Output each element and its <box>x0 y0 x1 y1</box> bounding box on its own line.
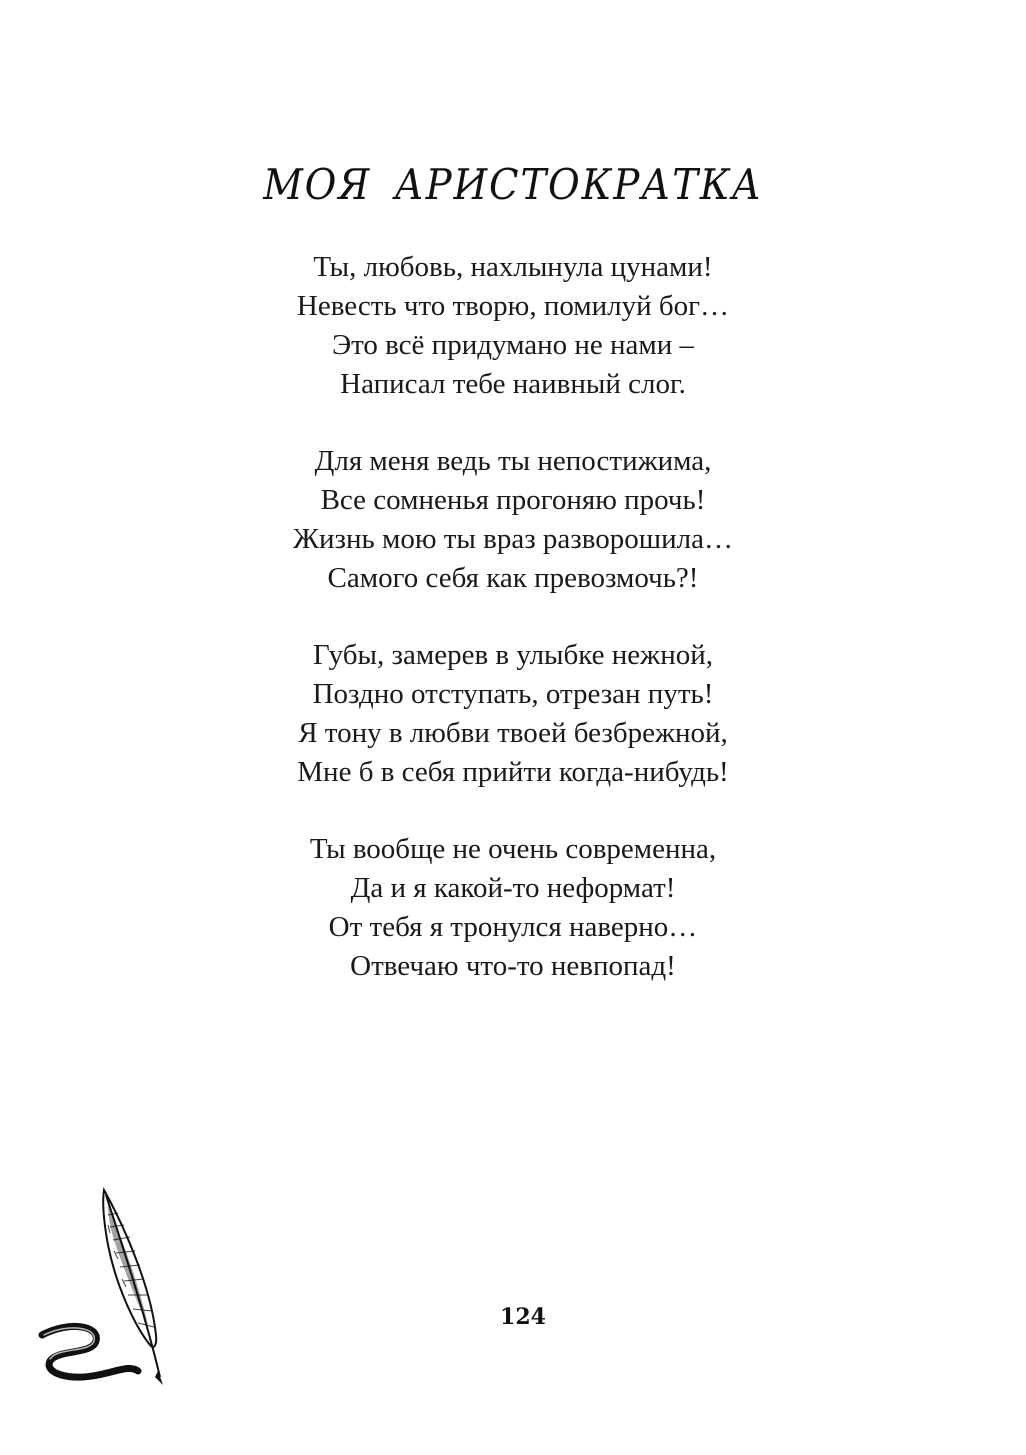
poem-line: Самого себя как превозмочь?! <box>327 562 699 594</box>
stanza <box>0 636 1026 792</box>
page-number: 124 <box>500 1304 546 1330</box>
stanza <box>0 248 1026 404</box>
poem-line: Поздно отступать, отрезан путь! <box>312 678 714 710</box>
poem-line: Губы, замерев в улыбке нежной, <box>313 639 713 671</box>
poem-line: Это всё придумано не нами – <box>331 329 695 361</box>
poem-line: Ты, любовь, нахлынула цунами! <box>313 251 713 283</box>
poem-line: Я тону в любви твоей безбрежной, <box>298 717 728 749</box>
poem-line: Все сомненья прогоняю прочь! <box>320 484 706 516</box>
poem-line: Отвечаю что-то невпопад! <box>350 950 676 982</box>
poem-line: Мне б в себя прийти когда-нибудь! <box>297 756 729 788</box>
stanza <box>0 830 1026 986</box>
poem-line: Ты вообще не очень современна, <box>309 833 717 865</box>
poem-title: МОЯ АРИСТОКРАТКА <box>263 160 763 209</box>
poem-line: Жизнь мою ты враз разворошила… <box>293 523 733 555</box>
poem-line: От тебя я тронулся наверно… <box>328 911 698 943</box>
poem-line: Да и я какой-то неформат! <box>350 872 676 904</box>
stanza <box>0 442 1026 598</box>
poem-body <box>0 248 1026 1024</box>
poem-line: Написал тебе наивный слог. <box>340 368 686 400</box>
poem-line: Для меня ведь ты непостижима, <box>314 445 712 477</box>
quill-pen-icon <box>38 1185 173 1390</box>
poem-line: Невесть что творю, помилуй бог… <box>296 290 730 322</box>
